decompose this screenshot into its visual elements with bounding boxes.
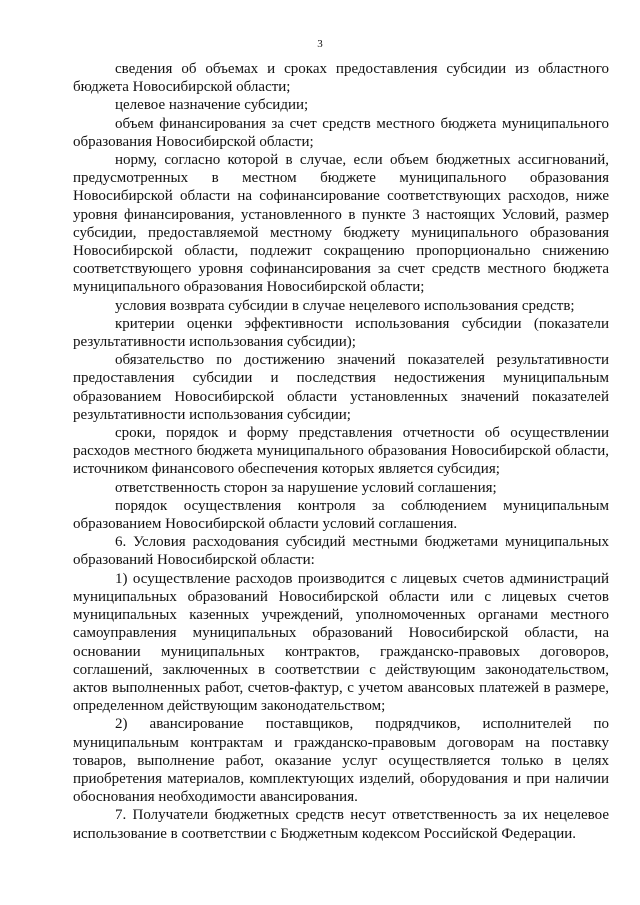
paragraph-item-2: 2) авансирование поставщиков, подрядчиков, исполнителей по муниципальным контрактам и гражданско-правовым договорам на поставку товаров, выполнение работ, оказание услуг осуществляется только в целях приобретения материалов, комплектующих изделий, оборудования и при наличии обоснования необходимости авансирования. [73, 716, 609, 806]
paragraph-section-7: 7. Получатели бюджетных средств несут ответственность за их нецелевое использование в соответствии с Бюджетным кодексом Российской Федерации. [73, 807, 609, 842]
paragraph-section-6: 6. Условия расходования субсидий местными бюджетами муниципальных образований Новосибирской области: [73, 534, 609, 569]
paragraph-control: порядок осуществления контроля за соблюдением муниципальным образованием Новосибирской области условий соглашения. [73, 497, 609, 533]
paragraph-efficiency-criteria: критерии оценки эффективности использования субсидии (показатели результативности использования субсидии); [73, 315, 609, 351]
paragraph-obligation: обязательство по достижению значений показателей результативности предоставления субсидии и последствия недостижения муниципальным образованием Новосибирской области установленных значений показателей результативности использования субсидии; [73, 352, 609, 423]
paragraph-return-conditions: условия возврата субсидии в случае нецелевого использования средств; [115, 297, 575, 314]
paragraph-reporting: сроки, порядок и форму представления отчетности об осуществлении расходов местного бюджета муниципального образования Новосибирской области, источником финансового обеспечения которых является субсидия; [73, 425, 609, 478]
paragraph-local-funding: объем финансирования за счет средств местного бюджета муниципального образования Новосибирской области; [73, 115, 609, 150]
document-body [73, 60, 609, 843]
paragraph-reduction-norm: норму, согласно которой в случае, если объем бюджетных ассигнований, предусмотренных в местном бюджете муниципального образования Новосибирской области на софинансирование соответствующих расходов, ниже уровня финансирования, установленного в пункте 3 настоящих Условий, размер субсидии, предоставляемой местному бюджету муниципального образования Новосибирской области, подлежит сокращению пропорционально снижению соответствующего уровня софинансирования за счет средств местного бюджета муниципального образования Новосибирской области; [73, 152, 609, 296]
paragraph-item-1: 1) осуществление расходов производится с лицевых счетов администраций муниципальных образований Новосибирской области или с лицевых счетов муниципальных казенных учреждений, уполномоченных органами местного самоуправления муниципальных образований Новосибирской области, на основании муниципальных контрактов, гражданско-правовых договоров, соглашений, заключенных в соответствии с действующим законодательством, актов выполненных работ, счетов-фактур, с учетом авансовых платежей в размере, определенном действующим законодательством; [73, 570, 609, 715]
paragraph-purpose: целевое назначение субсидии; [115, 97, 309, 114]
paragraph-subsidy-volume-terms: сведения об объемах и сроках предоставления субсидии из областного бюджета Новосибирской области; [73, 61, 609, 96]
page-number: 3 [317, 38, 323, 50]
paragraph-responsibility: ответственность сторон за нарушение условий соглашения; [115, 479, 497, 496]
